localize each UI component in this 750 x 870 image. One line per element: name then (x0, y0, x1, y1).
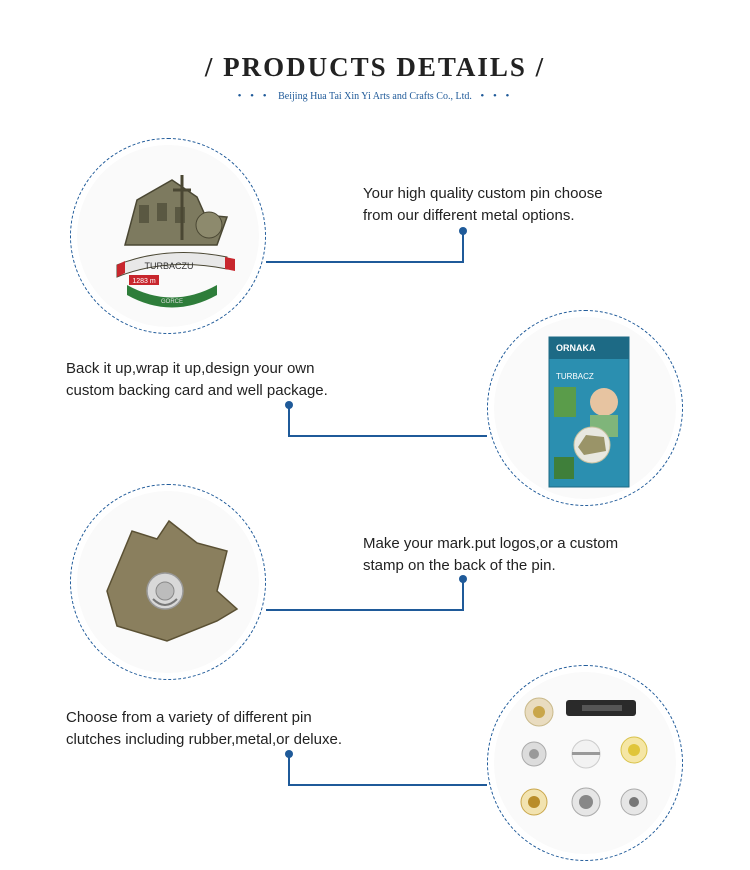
section-3-text (363, 533, 618, 577)
pin-back-circle (70, 484, 266, 680)
pin-front-image (77, 145, 259, 327)
company-subtitle (0, 90, 750, 102)
section-2-line-2: custom backing card and well package. (66, 382, 328, 399)
right-dots: • • • (480, 90, 513, 102)
clutches-image (494, 672, 676, 854)
pin-bottom-text: GORCE (160, 299, 184, 305)
backing-card-circle (487, 310, 683, 506)
section-1-text (363, 183, 603, 227)
clutches-circle (487, 665, 683, 861)
connector-h-1 (266, 261, 464, 263)
connector-v-1 (462, 231, 464, 262)
pin-back-image (77, 491, 259, 673)
section-3-line-1: Make your mark.put logos,or a custom (363, 535, 619, 552)
section-3-line-2: stamp on the back of the pin. (363, 557, 556, 574)
section-4-line-2: clutches including rubber,metal,or deluxe. (66, 731, 342, 748)
connector-h-4 (288, 784, 487, 786)
section-1-line-2: from our different metal options. (363, 207, 575, 224)
card-label-text: TURBACZ (556, 372, 594, 381)
connector-h-3 (266, 609, 464, 611)
connector-v-3 (462, 579, 464, 610)
connector-h-2 (288, 435, 487, 437)
pin-front-circle (70, 138, 266, 334)
connector-v-2 (288, 405, 290, 436)
left-dots: • • • (237, 90, 270, 102)
section-2-text (66, 358, 328, 402)
card-brand-text: ORNAKA (556, 343, 596, 353)
page-title: / PRODUCTS DETAILS / (204, 52, 546, 82)
pin-number-text: 1283 m (132, 278, 156, 285)
section-2-line-1: Back it up,wrap it up,design your own (66, 360, 315, 377)
pin-banner-text: TURBACZU (144, 261, 194, 271)
section-1-line-1: Your high quality custom pin choose (363, 185, 603, 202)
connector-v-4 (288, 754, 290, 785)
company-name: Beijing Hua Tai Xin Yi Arts and Crafts Co., Ltd. (278, 91, 472, 102)
backing-card-image (494, 317, 676, 499)
section-4-line-1: Choose from a variety of different pin (66, 709, 312, 726)
section-4-text (66, 707, 342, 751)
